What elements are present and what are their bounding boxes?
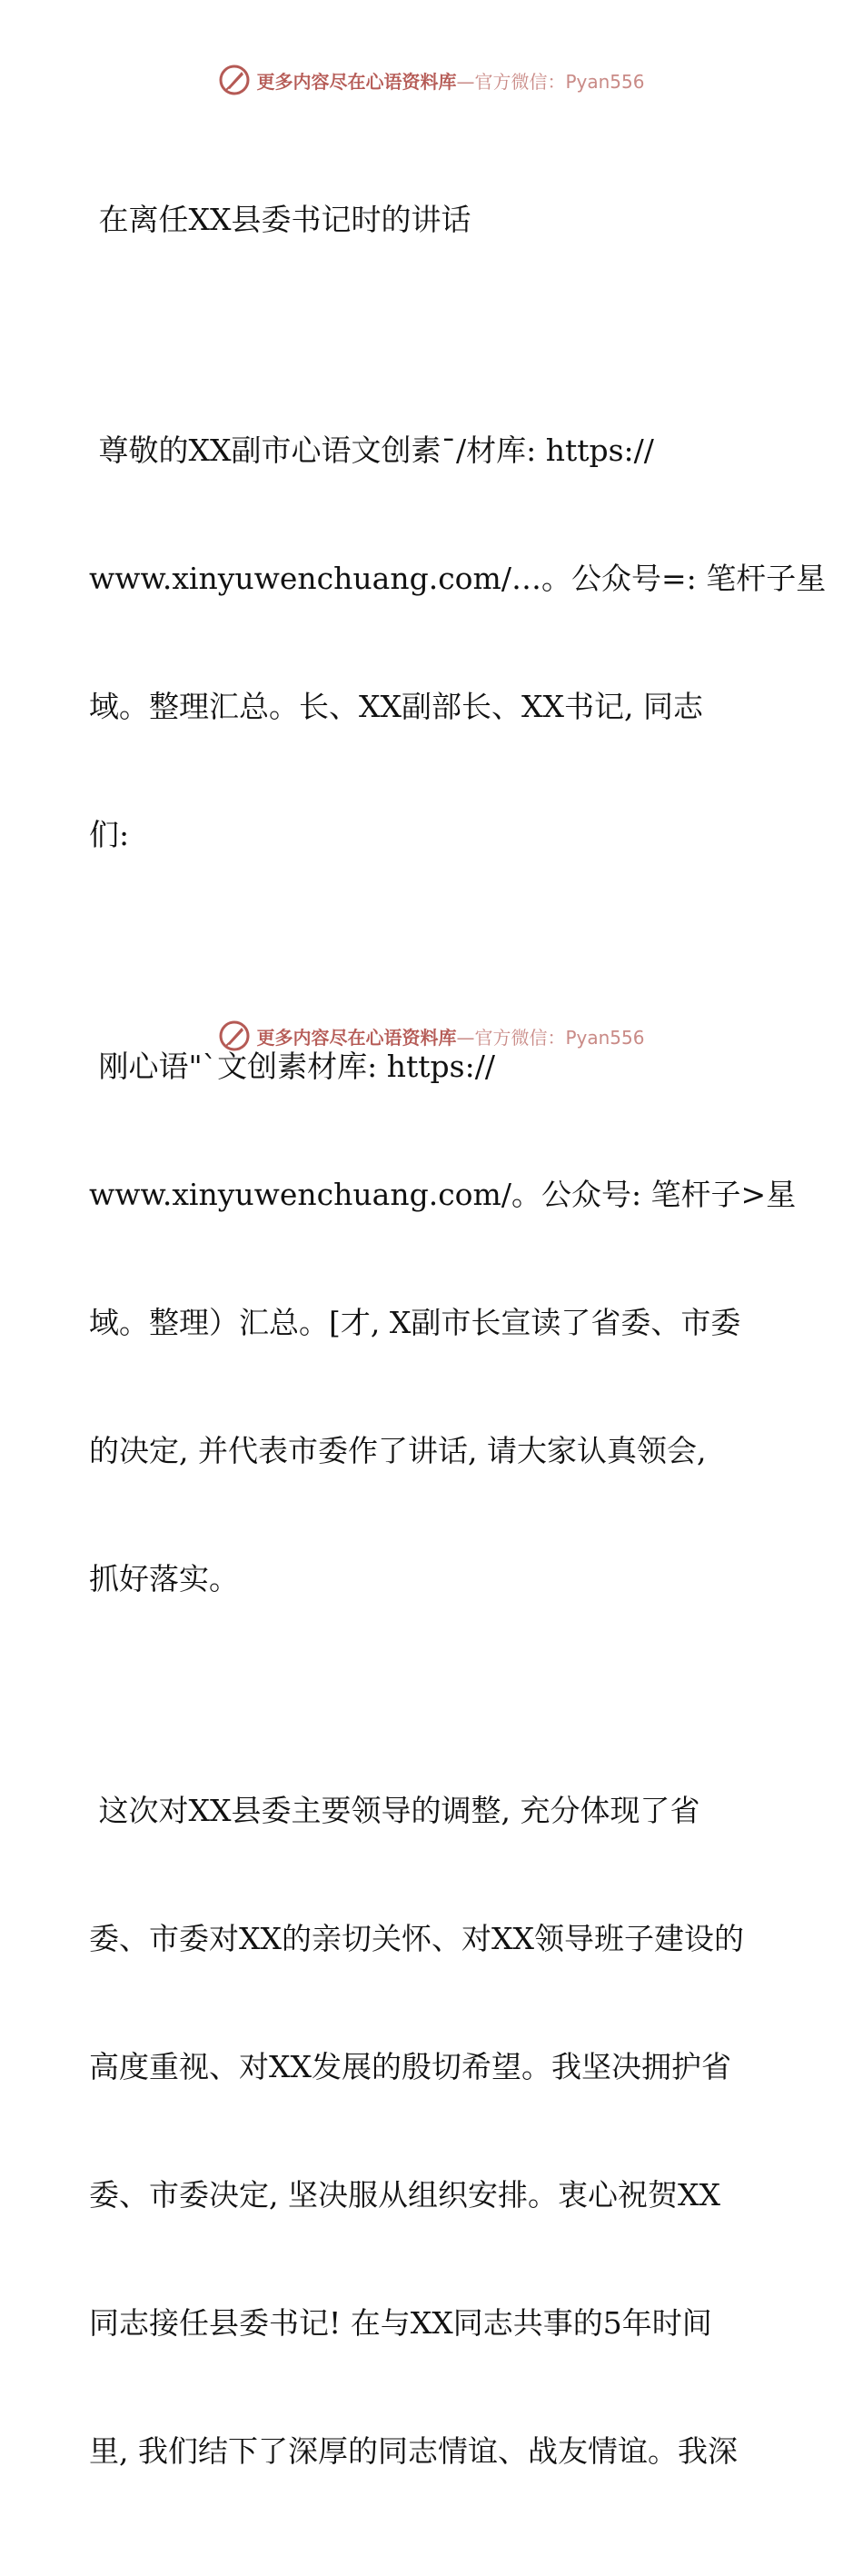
text-line: www.xinyuwenchuang.com/。公众号: 笔杆子>星 [89, 1177, 797, 1212]
text-line: 抓好落实。 [89, 1561, 239, 1596]
header-banner [0, 64, 863, 96]
text-line: 这次对XX县委主要领导的调整, 充分体现了省 [89, 1793, 700, 1828]
text-line: 高度重视、对XX发展的殷切希望。我坚决拥护省 [89, 2049, 731, 2084]
text-line: 刚心语"`文创素材库: https:// [89, 1049, 495, 1084]
banner-text: 更多内容尽在心语资料库—官方微信：Pyan556 [256, 70, 645, 93]
text-line: 尊敬的XX副市心语文创素¯/材库: https:// [89, 433, 654, 468]
document-title: 在离任XX县委书记时的讲话 [89, 202, 471, 237]
text-line: 委、市委对XX的亲切关怀、对XX领导班子建设的 [89, 1921, 744, 1956]
text-line: 同志接任县委书记! 在与XX同志共事的5年时间 [89, 2305, 712, 2341]
text-line: 域。整理汇总。长、XX副部长、XX书记, 同志 [89, 689, 703, 724]
text-line: 域。整理）汇总。[才, X副市长宣读了省委、市委 [89, 1305, 741, 1340]
paragraph-opening [89, 960, 797, 1686]
footer-banner [0, 1019, 863, 1052]
text-line: 里, 我们结下了深厚的同志情谊、战友情谊。我深 [89, 2433, 738, 2469]
document-body [89, 113, 827, 2576]
banner-text: 更多内容尽在心语资料库—官方微信：Pyan556 [256, 1026, 645, 1049]
paragraph-salutation [89, 343, 827, 941]
paragraph-main [89, 1704, 779, 2558]
quill-pen-logo-icon [218, 1019, 251, 1052]
text-line: www.xinyuwenchuang.com/…。公众号=: 笔杆子星 [89, 561, 827, 596]
text-line: 委、市委决定, 坚决服从组织安排。衷心祝贺XX [89, 2177, 720, 2213]
quill-pen-logo-icon [218, 64, 251, 96]
text-line: 的决定, 并代表市委作了讲话, 请大家认真领会, [89, 1433, 707, 1468]
text-line: 们: [89, 817, 130, 852]
